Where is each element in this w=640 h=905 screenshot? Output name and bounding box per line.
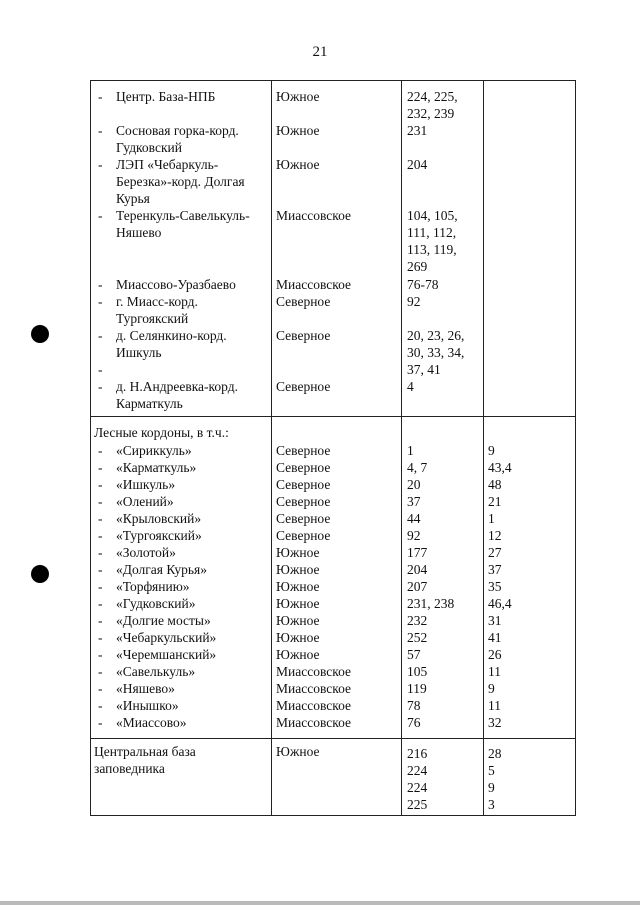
- route-name: Карматкуль: [116, 396, 183, 411]
- quarter-cell: 76-78: [407, 277, 439, 292]
- quarter-cell: 37: [407, 494, 421, 509]
- district-cell: Миассовское: [276, 208, 352, 223]
- row-dash: -: [98, 579, 103, 594]
- number-cell: 31: [488, 613, 502, 628]
- quarter-cell: 224, 225,: [407, 89, 458, 104]
- cordon-name: «Тургоякский»: [116, 528, 202, 543]
- district-cell: Миассовское: [276, 715, 352, 730]
- quarter-cell: 232, 239: [407, 106, 455, 121]
- table-border-bottom: [90, 815, 576, 816]
- row-dash: -: [98, 477, 103, 492]
- cordon-name: «Миассово»: [116, 715, 187, 730]
- quarter-cell: 269: [407, 259, 428, 274]
- row-dash: -: [98, 613, 103, 628]
- quarter-cell: 225: [407, 797, 428, 812]
- base-name: Центральная база: [94, 744, 196, 759]
- row-dash: -: [98, 596, 103, 611]
- cordon-name: «Торфянию»: [116, 579, 190, 594]
- district-cell: Южное: [276, 545, 320, 560]
- quarter-cell: 216: [407, 746, 428, 761]
- district-cell: Северное: [276, 528, 331, 543]
- number-cell: 3: [488, 797, 495, 812]
- cordon-name: «Олений»: [116, 494, 174, 509]
- punch-hole-icon: [31, 325, 49, 343]
- route-name: Ишкуль: [116, 345, 162, 360]
- row-dash: -: [98, 362, 103, 377]
- row-dash: -: [98, 379, 103, 394]
- cordon-name: «Золотой»: [116, 545, 176, 560]
- row-dash: -: [98, 528, 103, 543]
- district-cell: Миассовское: [276, 698, 352, 713]
- quarter-cell: 105: [407, 664, 428, 679]
- cordon-name: «Карматкуль»: [116, 460, 197, 475]
- row-dash: -: [98, 494, 103, 509]
- cordon-name: «Черемшанский»: [116, 647, 217, 662]
- number-cell: 46,4: [488, 596, 512, 611]
- row-dash: -: [98, 208, 103, 223]
- table-border-left: [90, 80, 91, 816]
- district-cell: Северное: [276, 294, 331, 309]
- quarter-cell: 92: [407, 528, 421, 543]
- route-name: ЛЭП «Чебаркуль-: [116, 157, 219, 172]
- row-dash: -: [98, 123, 103, 138]
- cordon-name: «Чебаркульский»: [116, 630, 217, 645]
- quarter-cell: 113, 119,: [407, 242, 457, 257]
- district-cell: Южное: [276, 579, 320, 594]
- quarter-cell: 4: [407, 379, 414, 394]
- district-cell: Северное: [276, 379, 331, 394]
- number-cell: 12: [488, 528, 502, 543]
- district-cell: Миассовское: [276, 277, 352, 292]
- quarter-cell: 37, 41: [407, 362, 441, 377]
- number-cell: 43,4: [488, 460, 512, 475]
- district-cell: Южное: [276, 157, 320, 172]
- row-dash: -: [98, 698, 103, 713]
- number-cell: 35: [488, 579, 502, 594]
- row-dash: -: [98, 647, 103, 662]
- table-column-divider: [271, 80, 272, 816]
- district-cell: Северное: [276, 494, 331, 509]
- number-cell: 37: [488, 562, 502, 577]
- route-name: Теренкуль-Савелькуль-: [116, 208, 250, 223]
- row-dash: -: [98, 511, 103, 526]
- table-border-right: [575, 80, 576, 816]
- district-cell: Южное: [276, 630, 320, 645]
- quarter-cell: 30, 33, 34,: [407, 345, 465, 360]
- district-cell: Южное: [276, 647, 320, 662]
- number-cell: 9: [488, 443, 495, 458]
- route-name: Курья: [116, 191, 150, 206]
- section-heading: Лесные кордоны, в т.ч.:: [94, 425, 229, 440]
- quarter-cell: 44: [407, 511, 421, 526]
- row-dash: -: [98, 715, 103, 730]
- route-name: г. Миасс-корд.: [116, 294, 198, 309]
- quarter-cell: 224: [407, 763, 428, 778]
- district-cell: Северное: [276, 443, 331, 458]
- quarter-cell: 177: [407, 545, 428, 560]
- row-dash: -: [98, 443, 103, 458]
- cordon-name: «Долгие мосты»: [116, 613, 211, 628]
- row-dash: -: [98, 664, 103, 679]
- quarter-cell: 111, 112,: [407, 225, 457, 240]
- route-name: Миассово-Уразбаево: [116, 277, 236, 292]
- district-cell: Южное: [276, 744, 320, 759]
- table-border-top: [90, 80, 576, 81]
- district-cell: Южное: [276, 89, 320, 104]
- base-name: заповедника: [94, 761, 165, 776]
- district-cell: Миассовское: [276, 664, 352, 679]
- district-cell: Южное: [276, 123, 320, 138]
- district-cell: Южное: [276, 613, 320, 628]
- route-name: Центр. База-НПБ: [116, 89, 216, 104]
- scan-bottom-edge: [0, 901, 640, 905]
- quarter-cell: 231, 238: [407, 596, 455, 611]
- table-section-divider: [90, 738, 576, 739]
- cordon-name: «Няшево»: [116, 681, 175, 696]
- number-cell: 11: [488, 698, 501, 713]
- quarter-cell: 252: [407, 630, 428, 645]
- quarter-cell: 92: [407, 294, 421, 309]
- district-cell: Северное: [276, 477, 331, 492]
- row-dash: -: [98, 277, 103, 292]
- route-name: Няшево: [116, 225, 162, 240]
- page-number: 21: [312, 44, 328, 60]
- number-cell: 9: [488, 681, 495, 696]
- quarter-cell: 104, 105,: [407, 208, 458, 223]
- number-cell: 1: [488, 511, 495, 526]
- number-cell: 5: [488, 763, 495, 778]
- quarter-cell: 231: [407, 123, 428, 138]
- cordon-name: «Сириккуль»: [116, 443, 192, 458]
- row-dash: -: [98, 562, 103, 577]
- number-cell: 48: [488, 477, 502, 492]
- quarter-cell: 224: [407, 780, 428, 795]
- row-dash: -: [98, 630, 103, 645]
- row-dash: -: [98, 294, 103, 309]
- quarter-cell: 119: [407, 681, 427, 696]
- table-column-divider: [401, 80, 402, 816]
- route-name: д. Селянкино-корд.: [116, 328, 227, 343]
- cordon-name: «Инышко»: [116, 698, 179, 713]
- number-cell: 28: [488, 746, 502, 761]
- row-dash: -: [98, 681, 103, 696]
- cordon-name: «Гудковский»: [116, 596, 196, 611]
- number-cell: 27: [488, 545, 502, 560]
- route-name: Березка»-корд. Долгая: [116, 174, 245, 189]
- quarter-cell: 57: [407, 647, 421, 662]
- row-dash: -: [98, 460, 103, 475]
- cordon-name: «Долгая Курья»: [116, 562, 207, 577]
- route-name: Тургоякский: [116, 311, 189, 326]
- quarter-cell: 204: [407, 562, 428, 577]
- quarter-cell: 76: [407, 715, 421, 730]
- quarter-cell: 20, 23, 26,: [407, 328, 465, 343]
- quarter-cell: 20: [407, 477, 421, 492]
- district-cell: Северное: [276, 511, 331, 526]
- number-cell: 41: [488, 630, 502, 645]
- route-name: д. Н.Андреевка-корд.: [116, 379, 238, 394]
- row-dash: -: [98, 157, 103, 172]
- number-cell: 9: [488, 780, 495, 795]
- route-name: Гудковский: [116, 140, 182, 155]
- cordon-name: «Савелькуль»: [116, 664, 196, 679]
- number-cell: 32: [488, 715, 502, 730]
- quarter-cell: 204: [407, 157, 428, 172]
- cordon-name: «Ишкуль»: [116, 477, 176, 492]
- cordon-name: «Крыловский»: [116, 511, 202, 526]
- row-dash: -: [98, 328, 103, 343]
- row-dash: -: [98, 89, 103, 104]
- district-cell: Южное: [276, 596, 320, 611]
- district-cell: Миассовское: [276, 681, 352, 696]
- table-section-divider: [90, 416, 576, 417]
- number-cell: 21: [488, 494, 502, 509]
- number-cell: 11: [488, 664, 501, 679]
- table-column-divider: [483, 80, 484, 816]
- cordons-table: [90, 80, 576, 816]
- quarter-cell: 207: [407, 579, 428, 594]
- district-cell: Северное: [276, 460, 331, 475]
- number-cell: 26: [488, 647, 502, 662]
- district-cell: Южное: [276, 562, 320, 577]
- quarter-cell: 232: [407, 613, 428, 628]
- quarter-cell: 78: [407, 698, 421, 713]
- punch-hole-icon: [31, 565, 49, 583]
- row-dash: -: [98, 545, 103, 560]
- district-cell: Северное: [276, 328, 331, 343]
- quarter-cell: 4, 7: [407, 460, 428, 475]
- quarter-cell: 1: [407, 443, 414, 458]
- route-name: Сосновая горка-корд.: [116, 123, 239, 138]
